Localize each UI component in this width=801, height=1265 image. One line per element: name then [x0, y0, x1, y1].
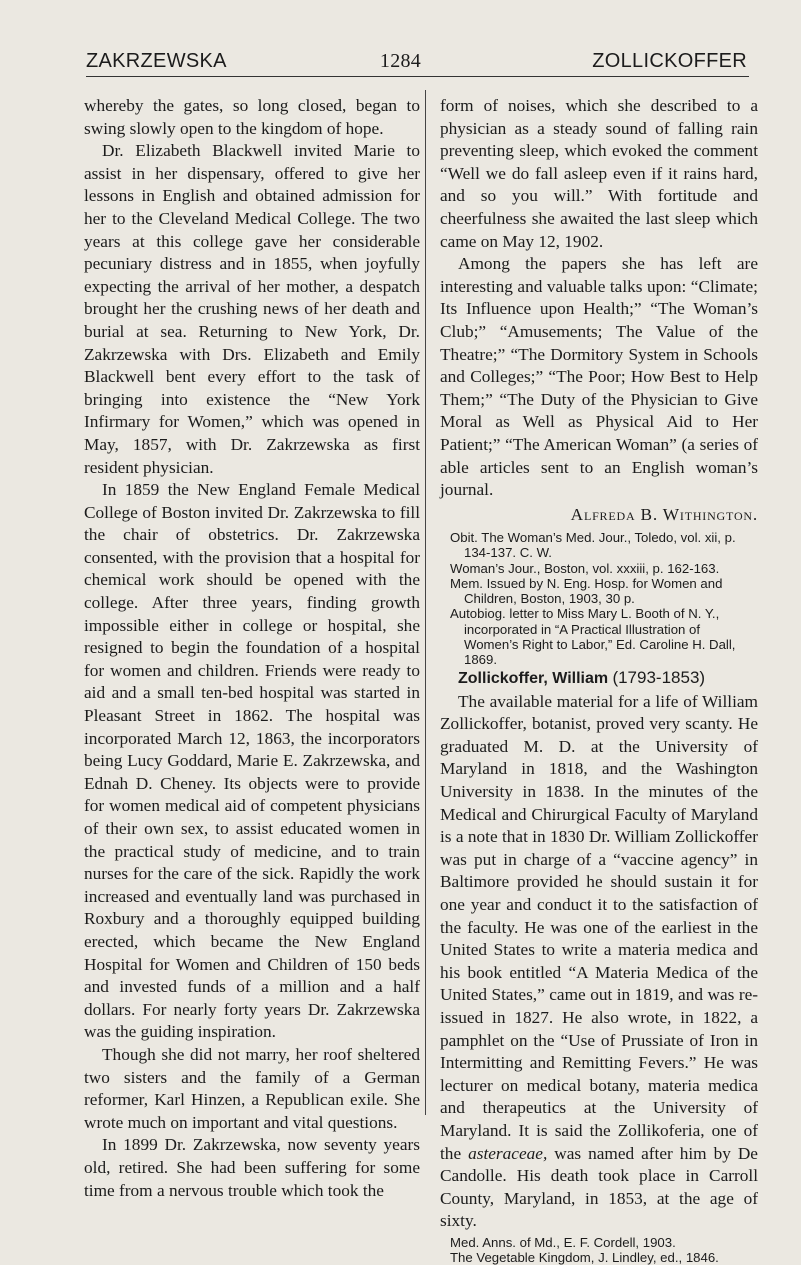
page-number: 1284: [379, 50, 422, 72]
column-divider: [425, 90, 426, 1115]
left-column: [84, 95, 420, 1202]
paragraph-text: was named after him by De Candolle. His death took place in Carroll County, Maryland, in 1853, at the age of sixty.: [440, 1143, 758, 1231]
running-header-right: ZOLLICKOFFER: [592, 50, 747, 72]
bibliography-entry: Autobiog. letter to Miss Mary L. Booth of N. Y., incorporated in “A Practical Illustration of Women’s Right to Labor,” Ed. Caroline H. Dall, 1869.: [450, 606, 736, 667]
paragraph: Though she did not marry, her roof sheltered two sisters and the family of a German reformer, Karl Hinzen, a Republican exile. She wrote much on important and vital questions.: [84, 1044, 420, 1132]
bibliography-entry: The Vegetable Kingdom, J. Lindley, ed., 1846.: [450, 1250, 719, 1265]
paragraph-text: The available material for a life of William Zollickoffer, botanist, proved very scanty. He graduated M. D. at the University of Maryland in 1818, and the Washington University in 1838. In the minutes of the Medical and Chirurgical Faculty of Maryland is a note that in 1830 Dr. William Zollickoffer was put in charge of a “vaccine agency” in Baltimore provided he should sustain it for one year and conduct it to the satisfaction of the faculty. He was one of the earliest in the United States to write a materia medica and his book entitled “A Materia Medica of the United States,” came out in 1819, and was re-issued in 1827. He also wrote, in 1822, a pamphlet on the “Use of Prussiate of Iron in Intermitting and Remitting Fevers.” He was lecturer on medical botany, materia medica and therapeutics at the University of Maryland. It is said the Zollikoferia, one of the: [440, 691, 758, 1163]
bibliography-entry: Woman’s Jour., Boston, vol. xxxiii, p. 162-163.: [450, 560, 720, 576]
paragraph: In 1859 the New England Female Medical College of Boston invited Dr. Zakrzewska to fill the chair of obstetrics. Dr. Zakrzewska consented, with the provision that a hospital for chemical work should be opened with the college. After three years, finding growth impossible either in college or hospital, she resigned to begin the foundation of a hospital for women and children. Friends were ready to aid and a small ten-bed hospital was started in Pleasant Street in 1862. The hospital was incorporated March 12, 1863, the incorporators being Lucy Goddard, Marie E. Zakrzewska, and Ednah D. Cheney. Its objects were to provide for women medical aid of competent physicians of their own sex, to assist educated women in the practical study of medicine, and to train nurses for the care of the sick. Rapidly the work increased and eventually land was purchased in Roxbury and a thoroughly equipped building erected, which became the New England Hospital for Women and Children of 150 beds and invested funds of a million and a half dollars. For nearly forty years Dr. Zakrzewska was the guiding inspiration.: [84, 480, 420, 1042]
bibliography-entry: Mem. Issued by N. Eng. Hosp. for Women and Children, Boston, 1903, 30 p.: [450, 575, 723, 607]
running-header-left: ZAKRZEWSKA: [86, 50, 227, 72]
bibliography-entry: Obit. The Woman’s Med. Jour., Toledo, vol. xii, p. 134-137. C. W.: [450, 530, 736, 561]
right-column: [440, 95, 758, 1265]
paragraph: whereby the gates, so long closed, began to swing slowly open to the kingdom of hope.: [84, 96, 420, 138]
paragraph: form of noises, which she described to a physician as a steady sound of falling rain preventing sleep, which evoked the comment “Well we do fall asleep even if it rains hard, and so you will.” With fortitude and cheerfulness she awaited the last sleep which came on May 12, 1902.: [440, 96, 758, 251]
entry-dates: (1793-1853): [612, 668, 706, 688]
bibliography: [450, 1235, 758, 1265]
italic-term: asteraceae,: [468, 1143, 548, 1163]
author-signature: Alfreda B. Withington.: [570, 504, 758, 524]
paragraph: Among the papers she has left are interesting and valuable talks upon: “Climate; Its Influence upon Health;” “The Woman’s Club;” “Amusements; The Value of the Theatre;” “The Dormitory System in Schools and Colleges;” “The Poor; How Best to Help Them;” “The Duty of the Physician to Give Moral as Well as Physical Aid to Her Patient;” “The American Woman” (a series of able articles sent to an English woman’s journal.: [440, 254, 758, 500]
bibliography: [450, 530, 758, 667]
bibliography-entry: Med. Anns. of Md., E. F. Cordell, 1903.: [450, 1234, 676, 1250]
paragraph: [440, 691, 758, 1233]
entry-name: Zollickoffer, William: [458, 670, 609, 688]
paragraph: In 1899 Dr. Zakrzewska, now seventy years old, retired. She had been suffering for some time from a nervous trouble which took the: [84, 1135, 420, 1200]
header-rule: [86, 76, 749, 77]
paragraph: Dr. Elizabeth Blackwell invited Marie to assist in her dispensary, offered to give her lessons in English and obtained admission for her to the Cleveland Medical College. The two years at this college gave her considerable pecuniary distress and in 1855, when joyfully expecting the arrival of her mother, a despatch brought her the crushing news of her death and burial at sea. Returning to New York, Dr. Zakrzewska with Drs. Elizabeth and Emily Blackwell bent every effort to the task of bringing into existence the “New York Infirmary for Women,” which was opened in May, 1857, with Dr. Zakrzewska as first resident physician.: [84, 141, 420, 477]
entry-heading: [440, 667, 758, 691]
